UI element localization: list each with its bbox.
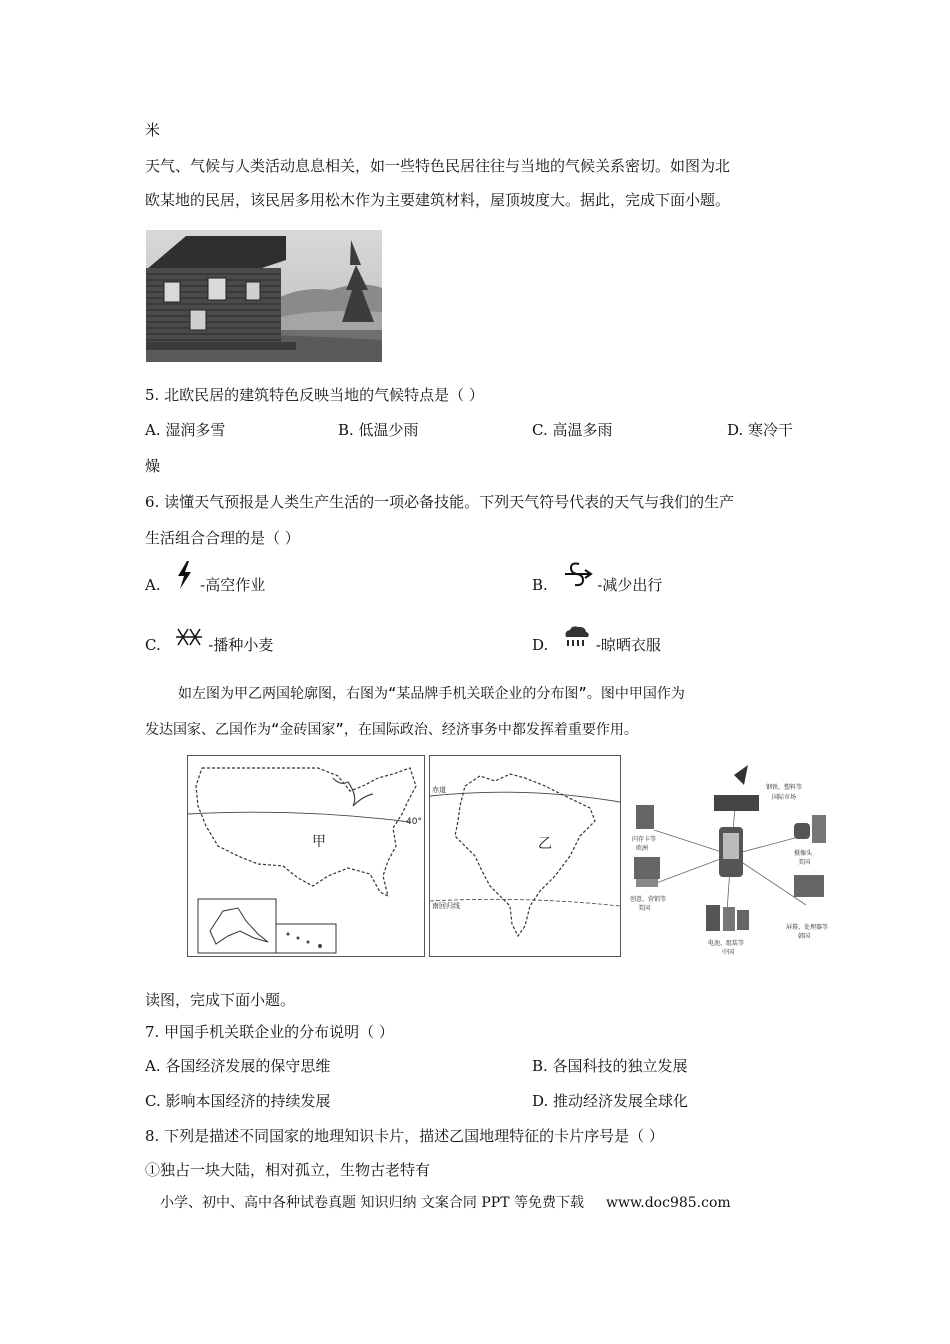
q6-option-a-label: A. [145,576,161,594]
q5-option-c: C. 高温多雨 [532,421,613,439]
phone-node-battery-label: 电池、组装等 [708,940,745,947]
map-yi-equator-label: 赤道 [432,786,446,794]
phone-node-steel-label: 钢铁、塑料等 [766,784,803,791]
q7-option-c: C. 影响本国经济的持续发展 [145,1092,331,1110]
phone-enterprise-chart [626,755,841,960]
footer-url: www.doc985.com [605,1195,731,1211]
map-yi-tropic-label: 南回归线 [432,902,460,910]
rain-cloud-icon [561,625,591,649]
snow-symbol-icon [174,626,204,648]
q5-option-a: A. 湿润多雪 [145,421,226,439]
phone-node-screen-region: 韩国 [798,933,811,940]
map-yi-label: 乙 [538,836,552,852]
phone-node-battery-region: 中国 [722,949,735,956]
phone-node-steel-region: 国际市场 [772,794,797,801]
q5-stem: 5. 北欧民居的建筑特色反映当地的气候特点是（ ） [145,386,484,404]
phone-node-marketing-label: 创意、营销等 [630,896,667,903]
q7-option-d: D. 推动经济发展全球化 [532,1092,689,1110]
q6-option-d-text: -晾晒衣服 [595,636,661,654]
read-prompt: 读图，完成下面小题。 [145,991,296,1009]
map-country-jia [187,755,425,957]
nordic-house-photo [146,230,382,362]
phone-node-flash-region: 欧洲 [636,845,649,852]
map-jia-latitude-label: 40° [406,817,422,827]
q5-option-d-wrap: 燥 [145,457,161,475]
q6-option-c [145,635,273,655]
phone-node-camera-region: 美国 [798,859,811,866]
q6-option-a-text: -高空作业 [200,576,266,594]
q6-stem-line-2: 生活组合合理的是（ ） [145,529,300,547]
q6-option-d [532,635,661,655]
q5-option-b: B. 低温少雨 [338,421,419,439]
map-country-yi [429,755,621,957]
q6-option-d-label: D. [532,636,549,654]
intro-climate-line-1: 天气、气候与人类活动息息相关，如一些特色民居往往与当地的气候关系密切。如图为北 [145,157,731,175]
q6-option-b [532,575,662,595]
page-top-fragment: 米 [145,121,161,139]
intro-countries-line-1: 如左图为甲乙两国轮廓图，右图为“某品牌手机关联企业的分布图”。图中甲国作为 [178,686,685,702]
lightning-icon [173,560,195,590]
intro-countries-line-2: 发达国家、乙国作为“金砖国家”，在国际政治、经济事务中都发挥着重要作用。 [145,722,638,738]
page-footer [160,1192,731,1212]
q6-option-a [145,575,265,595]
phone-node-screen-label: 屏幕、处理器等 [786,924,829,931]
intro-climate-line-2: 欧某地的民居，该民居多用松木作为主要建筑材料，屋顶坡度大。据此，完成下面小题。 [145,191,731,209]
phone-node-flash-label: 闪存卡等 [632,836,657,843]
map-jia-label: 甲 [312,834,326,850]
q5-option-d: D. 寒冷干 [727,421,794,439]
q8-card-1: ①独占一块大陆，相对孤立，生物古老特有 [145,1161,431,1179]
q8-stem: 8. 下列是描述不同国家的地理知识卡片，描述乙国地理特征的卡片序号是（ ） [145,1127,664,1145]
phone-node-camera-label: 摄像头 [794,850,813,857]
q6-option-b-label: B. [532,576,548,594]
q6-stem-line-1: 6. 读懂天气预报是人类生产生活的一项必备技能。下列天气符号代表的天气与我们的生产 [145,493,735,511]
q6-option-b-text: -减少出行 [597,576,663,594]
sandstorm-icon [561,560,593,590]
q6-option-c-label: C. [145,636,161,654]
phone-node-marketing-region: 美国 [638,905,651,912]
q7-option-b: B. 各国科技的独立发展 [532,1057,688,1075]
footer-text: 小学、初中、高中各种试卷真题 知识归纳 文案合同 PPT 等免费下载 [160,1195,584,1211]
q7-stem: 7. 甲国手机关联企业的分布说明（ ） [145,1023,394,1041]
q6-option-c-text: -播种小麦 [208,636,274,654]
q7-option-a: A. 各国经济发展的保守思维 [145,1057,331,1075]
